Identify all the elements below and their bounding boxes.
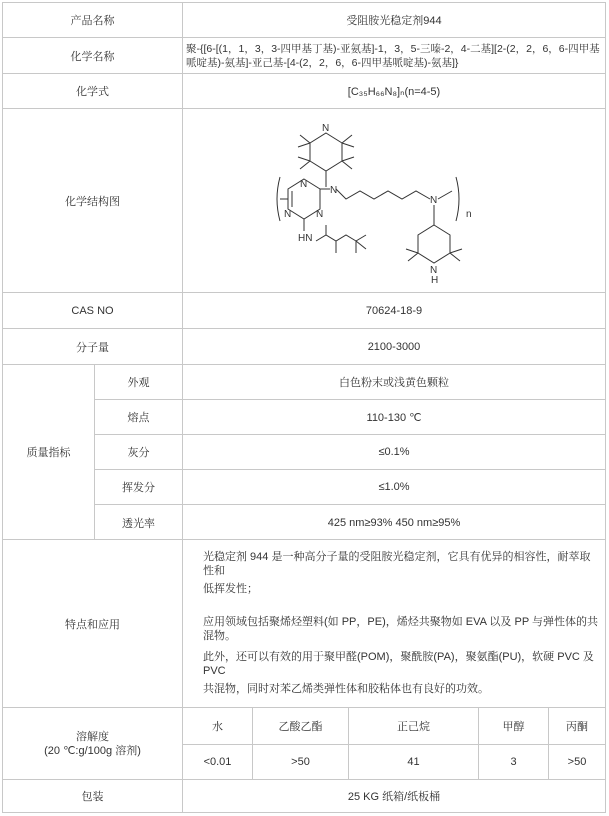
quality-item-value: ≤0.1% — [378, 446, 410, 458]
atom-n-ring-c: N — [316, 209, 324, 220]
quality-item-name: 透光率 — [95, 505, 183, 540]
features-line: 此外，还可以有效的用于聚甲醛(POM)，聚酰胺(PA)，聚氨酯(PU)，软硬 PVC 及 PVC — [203, 651, 594, 677]
features-line: 应用领域包括聚烯烃塑料(如 PP，PE)，烯烃共聚物如 EVA 以及 PP 与弹性体的共混物。 — [203, 616, 599, 642]
quality-item — [95, 435, 605, 470]
mw-label: 分子量 — [3, 329, 183, 364]
structure-label: 化学结构图 — [3, 109, 183, 292]
atom-n-mid: N — [330, 185, 338, 196]
quality-item-value: ≤1.0% — [378, 481, 410, 493]
cas-label: CAS NO — [3, 293, 183, 328]
atom-n-right: N — [430, 195, 438, 206]
quality-item — [95, 400, 605, 435]
product-name-value: 受阻胺光稳定剂944 — [346, 15, 442, 27]
row-solubility — [3, 708, 605, 780]
solvent-value: 41 — [349, 744, 479, 780]
quality-item-value: 白色粉末或浅黄色颗粒 — [339, 377, 449, 389]
atom-hn-label: HN — [298, 233, 313, 244]
row-features — [3, 540, 605, 708]
quality-item-name: 熔点 — [95, 400, 183, 434]
atom-h-bottom: H — [431, 275, 439, 286]
solvent-header-row — [183, 708, 605, 745]
row-quality — [3, 365, 605, 540]
atom-n-top: N — [322, 123, 330, 134]
quality-item-name: 外观 — [95, 365, 183, 399]
row-molecular-weight — [3, 329, 605, 365]
row-cas — [3, 293, 605, 329]
features-line: 光稳定剂 944 是一种高分子量的受阻胺光稳定剂，它具有优异的相容性，耐萃取性和 — [203, 551, 591, 577]
quality-item — [95, 470, 605, 505]
solvent-header: 水 — [183, 708, 253, 744]
product-name-label: 产品名称 — [3, 3, 183, 37]
solvent-header: 甲醇 — [479, 708, 549, 744]
chemical-name-value: 聚-{[6-[(1，1，3，3-四甲基丁基)-亚氨基]-1，3，5-三嗪-2，4-二基][2-(2，2，6，6-四甲基哌啶基)-氨基]-亚己基-[4-(2，2，6，6-四甲基哌啶基)-氨基]} — [186, 42, 600, 69]
formula-value: [C₃₅H₆₆N₈]ₙ(n=4-5) — [347, 85, 441, 98]
packaging-label: 包装 — [3, 780, 183, 812]
atom-n-bottom: N — [430, 265, 438, 276]
quality-item-value: 425 nm≥93% 450 nm≥95% — [327, 516, 461, 529]
formula-label: 化学式 — [3, 74, 183, 108]
solvent-header: 乙酸乙酯 — [253, 708, 349, 744]
features-line: 共混物，同时对苯乙烯类弹性体和胶粘体也有良好的功效。 — [203, 683, 489, 695]
cas-value: 70624-18-9 — [365, 304, 423, 317]
structure-image — [183, 109, 605, 292]
features-line: 低挥发性； — [203, 583, 258, 595]
solubility-label-line1: 溶解度 — [76, 730, 109, 743]
chemical-structure-diagram — [274, 113, 514, 288]
solvent-header: 丙酮 — [566, 721, 588, 733]
product-spec-table — [2, 2, 606, 813]
packaging-value: 25 KG 纸箱/纸板桶 — [347, 791, 441, 803]
solvent-value: 3 — [479, 744, 549, 780]
row-formula — [3, 74, 605, 109]
chemical-name-label: 化学名称 — [3, 38, 183, 73]
solubility-label — [3, 708, 183, 779]
solvent-header: 正己烷 — [349, 708, 479, 744]
features-label: 特点和应用 — [3, 540, 183, 707]
atom-n-ring-b: N — [284, 209, 292, 220]
repeat-n-label: n — [466, 209, 472, 220]
mw-value: 2100-3000 — [367, 340, 421, 353]
solvent-value: >50 — [567, 756, 587, 768]
solvent-value: >50 — [253, 744, 349, 780]
quality-item — [95, 365, 605, 400]
row-product-name — [3, 3, 605, 38]
row-chemical-name — [3, 38, 605, 74]
quality-item-value: 110-130 ℃ — [366, 411, 422, 424]
quality-label: 质量指标 — [3, 365, 95, 539]
quality-item-name: 挥发分 — [95, 470, 183, 504]
atom-n-ring-a: N — [300, 179, 308, 190]
solubility-label-line2: (20 ℃:g/100g 溶剂) — [44, 744, 141, 757]
quality-item — [95, 505, 605, 540]
solvent-value-row — [183, 744, 605, 780]
row-packaging — [3, 780, 605, 812]
quality-item-name: 灰分 — [95, 435, 183, 469]
solvent-value: <0.01 — [183, 744, 253, 780]
row-structure — [3, 109, 605, 293]
